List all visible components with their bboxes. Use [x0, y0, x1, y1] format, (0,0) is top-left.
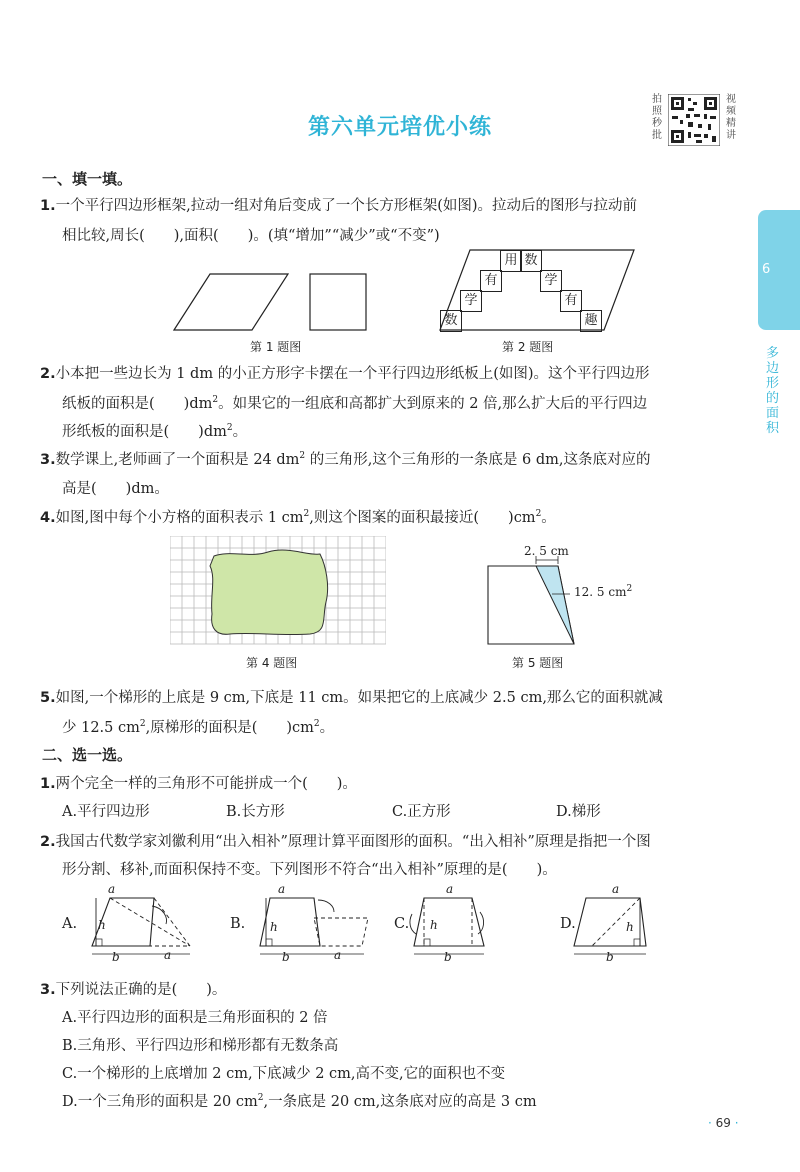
question-2-line-1: 2.小本把一些边长为 1 dm 的小正方形字卡摆在一个平行四边形纸板上(如图)。这个平行四边形 [40, 366, 650, 382]
question-5-line-1: 5.如图,一个梯形的上底是 9 cm,下底是 11 cm。如果把它的上底减少 2.5 cm,那么它的面积就减 [40, 690, 663, 706]
figure-4-grid [170, 536, 386, 648]
page-number: · 69 · [708, 1116, 739, 1130]
mc-3-option-b[interactable]: B.三角形、平行四边形和梯形都有无数条高 [62, 1038, 339, 1054]
option-c-figure [410, 898, 484, 954]
word-card: 趣 [580, 310, 602, 332]
figure-5-area-label: 12. 5 $cm^2$ [574, 584, 633, 599]
figure-2-caption: 第 2 题图 [502, 340, 554, 354]
mc-question-2-line-2: 形分割、移补,而面积保持不变。下列图形不符合“出入相补”原理的是( )。 [62, 862, 557, 878]
mc-2-option-c[interactable]: C. [394, 916, 410, 932]
figure-1-caption: 第 1 题图 [250, 340, 302, 354]
figure-4-caption: 第 4 题图 [246, 656, 298, 670]
cut-triangle [536, 566, 574, 644]
page-title: 第六单元培优小练 [307, 115, 492, 140]
word-card: 数 [440, 310, 462, 332]
section-fill-in: 一、填一填。 [42, 170, 133, 188]
question-4-line-1: 4.如图,图中每个小方格的面积表示 1 $cm^2$,则这个图案的面积最接近( )$cm^2$。 [40, 509, 556, 526]
qr-code-icon[interactable] [668, 94, 720, 146]
section-multiple-choice: 二、选一选。 [42, 746, 133, 764]
qr-left-text: 拍照秒批 [652, 94, 662, 141]
rectangle-frame [310, 274, 366, 330]
question-3-line-2: 高是( )dm。 [62, 481, 169, 497]
mc-3-option-d[interactable]: D.一个三角形的面积是 20 $cm^2$,一条底是 20 cm,这条底对应的高是 3 cm [62, 1093, 537, 1110]
word-card: 有 [480, 270, 502, 292]
mc-1-option-b[interactable]: B.长方形 [226, 804, 285, 820]
mc-2-figures [56, 884, 716, 968]
qr-block[interactable] [650, 92, 758, 148]
question-1-line-2: 相比较,周长( ),面积( )。(填“增加”“减少”或“不变”) [62, 228, 440, 244]
question-5-line-2: 少 12.5 $cm^2$,原梯形的面积是( )$cm^2$。 [62, 719, 335, 736]
mc-question-3: 3.下列说法正确的是( )。 [40, 982, 227, 998]
question-2-line-3: 形纸板的面积是( )$dm^2$。 [62, 423, 248, 440]
question-1-line-1: 1.一个平行四边形框架,拉动一组对角后变成了一个长方形框架(如图)。拉动后的图形与拉动前 [40, 198, 638, 214]
word-card: 学 [460, 290, 482, 312]
question-2-line-2: 纸板的面积是( )$dm^2$。如果它的一组底和高都扩大到原来的 2 倍,那么扩大后的平行四边 [62, 395, 648, 412]
irregular-shape [210, 550, 328, 635]
mc-1-option-c[interactable]: C.正方形 [392, 804, 451, 820]
mc-2-option-a[interactable]: A. [62, 916, 78, 932]
qr-right-text: 视频精讲 [726, 94, 736, 141]
mc-1-option-a[interactable]: A.平行四边形 [62, 804, 150, 820]
parallelogram-frame [174, 274, 288, 330]
mc-question-2-line-1: 2.我国古代数学家刘徽利用“出入相补”原理计算平面图形的面积。“出入相补”原理是指把一个图 [40, 834, 651, 850]
word-card: 数 [520, 250, 542, 272]
chapter-number: 6 [762, 262, 771, 277]
mc-1-option-d[interactable]: D.梯形 [556, 804, 601, 820]
figure-5-top-label: 2. 5 cm [524, 544, 569, 558]
word-card: 有 [560, 290, 582, 312]
word-card: 学 [540, 270, 562, 292]
word-card: 用 [500, 250, 522, 272]
mc-3-option-c[interactable]: C.一个梯形的上底增加 2 cm,下底减少 2 cm,高不变,它的面积也不变 [62, 1066, 506, 1082]
question-3-line-1: 3.数学课上,老师画了一个面积是 24 $dm^2$ 的三角形,这个三角形的一条底是 6 dm,这条底对应的 [40, 451, 651, 468]
mc-2-option-b[interactable]: B. [230, 916, 246, 932]
option-d-figure [574, 898, 646, 954]
option-a-figure [92, 898, 190, 954]
mc-3-option-a[interactable]: A.平行四边形的面积是三角形面积的 2 倍 [62, 1010, 328, 1026]
mc-question-1: 1.两个完全一样的三角形不可能拼成一个( )。 [40, 776, 357, 792]
chapter-label: 多边形的面积 [766, 346, 780, 436]
word-card-group [440, 250, 640, 334]
mc-2-option-d[interactable]: D. [560, 916, 576, 932]
figure-5-caption: 第 5 题图 [512, 656, 564, 670]
